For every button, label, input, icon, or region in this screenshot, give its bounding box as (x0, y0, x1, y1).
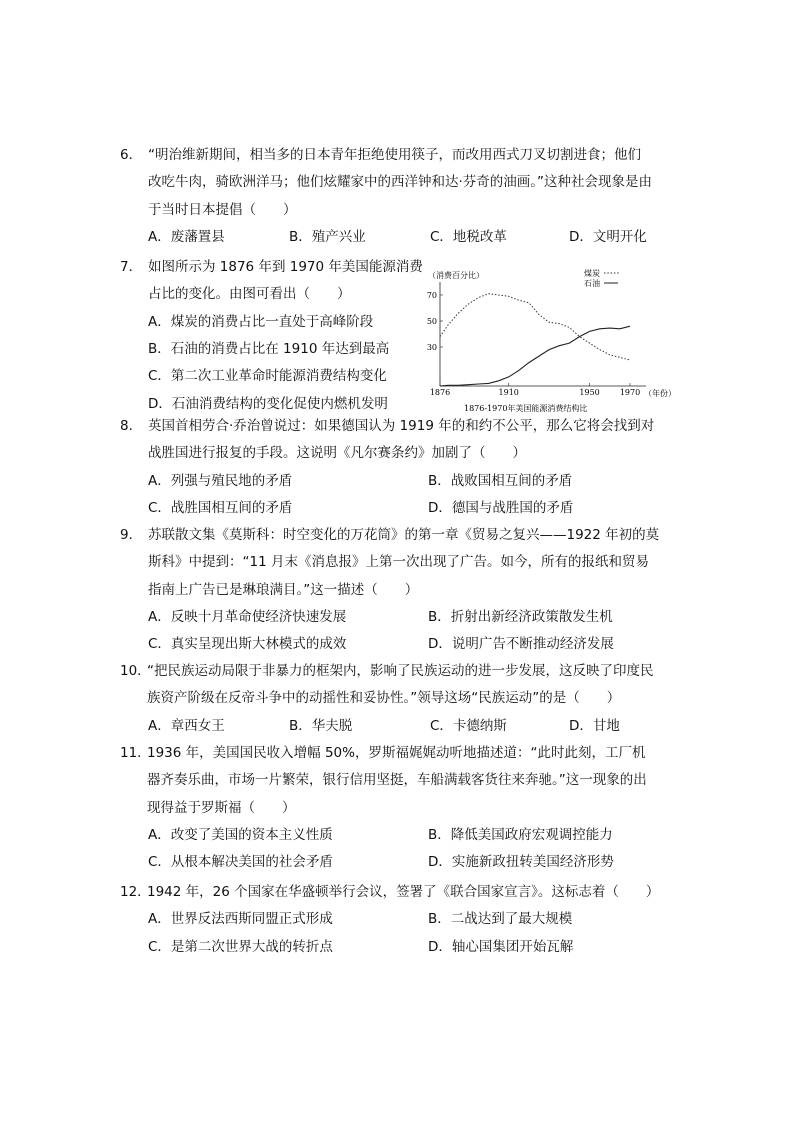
option-c[interactable]: C．卡德纳斯 (430, 717, 507, 734)
question-stem-line: 苏联散文集《莫斯科：时空变化的万花筒》的第一章《贸易之复兴——1922 年初的莫 (148, 527, 660, 543)
question-stem-line: “把民族运动局限于非暴力的框架内，影响了民族运动的进一步发展，这反映了印度民 (147, 663, 654, 679)
option-b[interactable]: B．战败国相互间的矛盾 (428, 472, 573, 489)
question-stem-line: 指南上广告已是琳琅满目。”这一描述（ ） (148, 581, 419, 598)
option-b[interactable]: B．降低美国政府宏观调控能力 (428, 826, 613, 843)
question-number: 12． (120, 884, 151, 900)
option-a[interactable]: A．反映十月革命使经济快速发展 (148, 608, 347, 625)
y-tick-label: 70 (426, 291, 437, 300)
x-tick-label: 1876 (429, 388, 451, 397)
chart-title: 1876-1970年美国能源消费结构比 (464, 404, 588, 413)
series-line-coal (440, 294, 630, 360)
question-number: 7． (120, 259, 143, 275)
question-number: 9． (120, 527, 143, 543)
chart-legend (584, 268, 620, 288)
option-d[interactable]: D．石油消费结构的变化促使内燃机发明 (148, 395, 388, 412)
option-a[interactable]: A．章西女王 (148, 717, 225, 734)
option-d[interactable]: D．德国与战胜国的矛盾 (428, 499, 574, 516)
legend-label-oil: 石油 (584, 279, 600, 288)
option-c[interactable]: C．地税改革 (430, 228, 507, 245)
option-a[interactable]: A．废藩置县 (148, 228, 225, 245)
question-stem-line: 于当时日本提倡（ ） (148, 201, 297, 218)
question-stem-line: 1942 年，26 个国家在华盛顿举行会议，签署了《联合国家宣言》。这标志着（ ） (147, 884, 660, 900)
option-a[interactable]: A．列强与殖民地的矛盾 (148, 472, 293, 489)
option-a[interactable]: A．改变了美国的资本主义性质 (148, 826, 333, 843)
option-c[interactable]: C．战胜国相互间的矛盾 (148, 499, 293, 516)
option-a[interactable]: A．世界反法西斯同盟正式形成 (148, 911, 333, 928)
chart-ylabel: （消费百分比） (428, 271, 484, 280)
question-stem-line: 占比的变化。由图可看出（ ） (148, 286, 351, 303)
option-b[interactable]: B．华夫脱 (289, 717, 353, 734)
option-a[interactable]: A．煤炭的消费占比一直处于高峰阶段 (148, 313, 374, 330)
option-b[interactable]: B．殖产兴业 (289, 228, 366, 245)
question-stem-line: 如图所示为 1876 年到 1970 年美国能源消费 (148, 259, 423, 275)
option-b[interactable]: B．折射出新经济政策散发生机 (428, 608, 613, 625)
option-b[interactable]: B．二战达到了最大规模 (428, 911, 573, 928)
x-tick-label: 1970 (619, 388, 641, 397)
question-stem-line: 英国首相劳合·乔治曾说过：如果德国认为 1919 年的和约不公平，那么它将会找到对 (148, 418, 655, 434)
option-d[interactable]: D．轴心国集团开始瓦解 (428, 938, 574, 955)
option-c[interactable]: C．第二次工业革命时能源消费结构变化 (148, 368, 387, 385)
question-stem-line: 器齐奏乐曲，市场一片繁荣，银行信用坚挺，车船满载客货往来奔驰。”这一现象的出 (147, 772, 647, 789)
option-c[interactable]: C．是第二次世界大战的转折点 (148, 938, 333, 955)
option-d[interactable]: D．文明开化 (569, 228, 647, 245)
energy-chart (424, 268, 676, 416)
y-tick-label: 50 (426, 317, 437, 326)
option-b[interactable]: B．石油的消费占比在 1910 年达到最高 (148, 340, 390, 357)
series-line-oil (440, 326, 630, 386)
question-stem-line: 族资产阶级在反帝斗争中的动摇性和妥协性。”领导这场“民族运动”的是（ ） (147, 690, 621, 707)
question-number: 6． (120, 147, 143, 163)
question-number: 10． (120, 663, 151, 679)
x-tick-label: 1950 (579, 388, 600, 397)
question-stem-line: “明治维新期间，相当多的日本青年拒绝使用筷子，而改用西式刀叉切割进食；他们 (148, 147, 641, 163)
option-d[interactable]: D．说明广告不断推动经济发展 (428, 636, 614, 653)
x-tick-label: 1910 (498, 388, 519, 397)
y-tick-label: 30 (426, 343, 437, 352)
question-stem-line: 斯科》中提到：“11 月末《消息报》上第一次出现了广告。如今，所有的报纸和贸易 (148, 554, 649, 571)
question-stem-line: 战胜国进行报复的手段。这说明《凡尔赛条约》加剧了（ ） (148, 445, 526, 462)
option-c[interactable]: C．真实呈现出斯大林模式的成效 (148, 636, 347, 653)
question-stem-line: 1936 年，美国国民收入增幅 50%，罗斯福娓娓动听地描述道：“此时此刻，工厂机 (147, 745, 646, 761)
question-number: 8． (120, 418, 143, 434)
question-stem-line: 改吃牛肉，骑欧洲洋马；他们炫耀家中的西洋钟和达·芬奇的油画。”这种社会现象是由 (148, 174, 653, 191)
question-number: 11． (120, 745, 151, 761)
legend-label-coal: 煤炭 (584, 269, 600, 278)
option-d[interactable]: D．甘地 (569, 717, 620, 734)
option-c[interactable]: C．从根本解决美国的社会矛盾 (148, 854, 333, 871)
option-d[interactable]: D．实施新政扭转美国经济形势 (428, 854, 614, 871)
question-stem-line: 现得益于罗斯福（ ） (147, 799, 296, 816)
chart-xlabel: （年份） (644, 389, 676, 398)
